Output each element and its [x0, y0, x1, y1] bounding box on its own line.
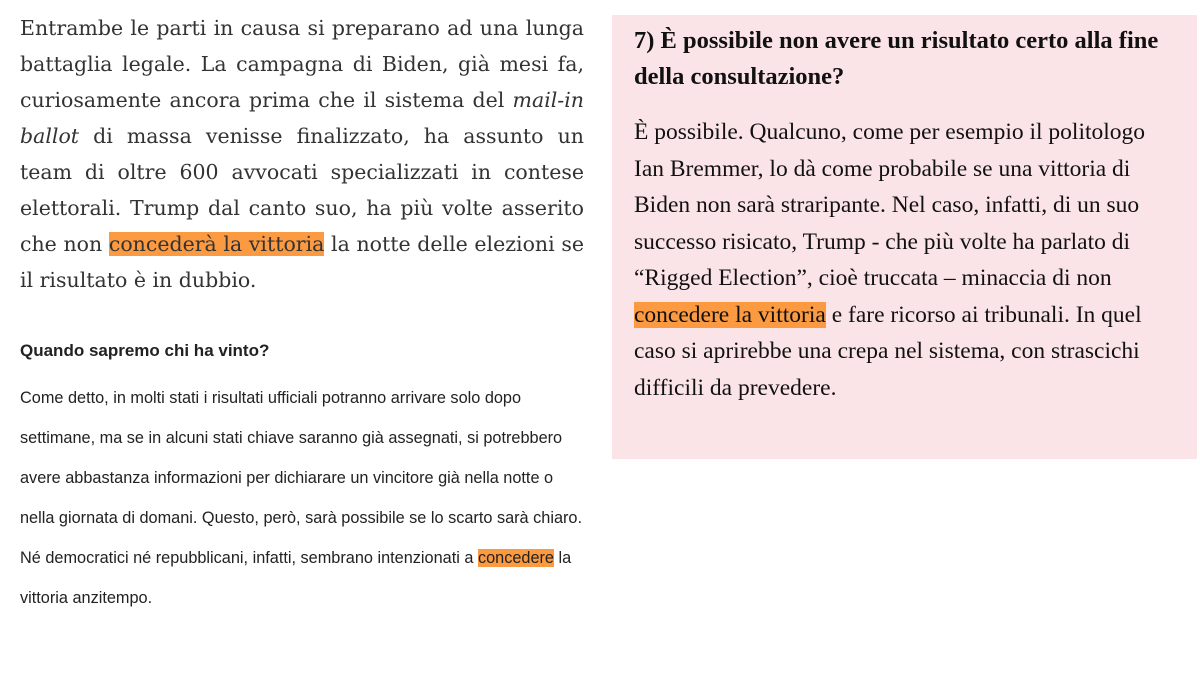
- excerpt-biden-legal-battle: [20, 10, 584, 298]
- excerpt-b-text-1: Come detto, in molti stati i risultati ufficiali potranno arrivare solo dopo settimane, ma se in alcuni stati chiave saranno già assegnati, si potrebbero avere abbastanza informazioni per dichiarare un vincitore già nella notte o nella giornata di domani. Questo, però, sarà possibile se lo scarto sarà chiaro. Né democratici né repubblicani, infatti, sembrano intenzionati a: [20, 389, 583, 567]
- excerpt-b-text-2: la vittoria anzitempo.: [20, 549, 572, 607]
- excerpt-faq-box: [612, 15, 1197, 459]
- excerpt-c-text-2: e fare ricorso ai tribunali. In quel caso si aprirebbe una crepa nel sistema, con strascichi difficili da prevedere.: [634, 301, 1142, 401]
- excerpt-a-italic-term: mail-in ballot: [20, 88, 584, 148]
- excerpt-a-text-1: Entrambe le parti in causa si preparano ad una lunga battaglia legale. La campagna di Biden, già mesi fa, curiosamente ancora prima che il sistema del: [20, 16, 584, 112]
- excerpt-b-highlight: concedere: [477, 549, 554, 567]
- excerpt-c-paragraph: [634, 114, 1177, 406]
- excerpt-b-heading: Quando sapremo chi ha vinto?: [20, 341, 270, 360]
- excerpt-a-text-2: di massa venisse finalizzato, ha assunto un team di oltre 600 avvocati specializzati in contese elettorali. Trump dal canto suo, ha più volte asserito che non: [20, 124, 584, 256]
- excerpt-c-heading: 7) È possibile non avere un risultato certo alla fine della consultazione?: [634, 27, 1159, 90]
- excerpt-a-text-3: la notte delle elezioni se il risultato è in dubbio.: [20, 232, 584, 292]
- excerpt-b-paragraph: [20, 378, 590, 618]
- excerpt-c-highlight: concedere la vittoria: [634, 301, 826, 328]
- excerpt-a-highlight: concederà la vittoria: [108, 232, 325, 256]
- excerpt-when-we-know-winner: [20, 336, 590, 618]
- excerpt-c-text-1: È possibile. Qualcuno, come per esempio il politologo Ian Bremmer, lo dà come probabile se una vittoria di Biden non sarà straripante. Nel caso, infatti, di un suo successo risicato, Trump - che più volte ha parlato di “Rigged Election”, cioè truccata – minaccia di non: [634, 119, 1146, 291]
